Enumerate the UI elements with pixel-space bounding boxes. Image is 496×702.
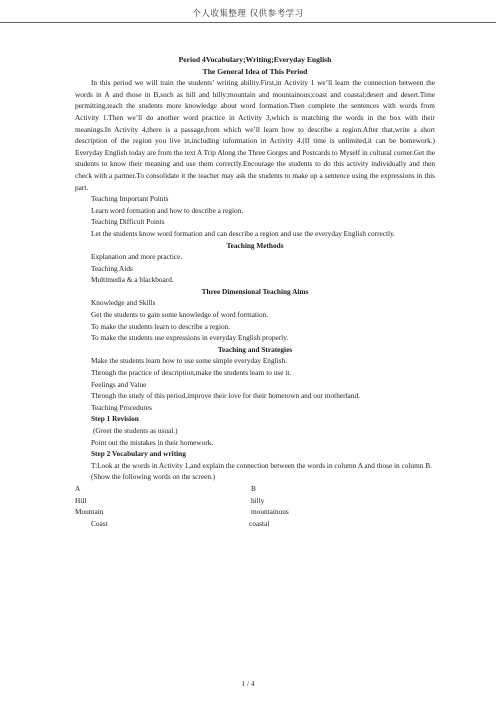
teaching-procedures-label: Teaching Procedures: [91, 402, 152, 412]
knowledge-item-1: Get the students to gain some knowledge of word formation.: [91, 310, 269, 320]
word-b: mountainous: [251, 507, 289, 517]
word-table-row: [75, 495, 435, 507]
strategies-heading: Teaching and Strategies: [217, 344, 293, 354]
word-table-row: [75, 518, 435, 530]
step1-greeting: (Greet the students as usual.): [93, 426, 178, 435]
difficult-points-label: Teaching Difficult Points: [91, 217, 165, 227]
knowledge-skills-label: Knowledge and Skills: [91, 298, 156, 308]
page-header: 个人收集整理 仅供参考学习: [192, 9, 304, 19]
word-a: Mountain: [75, 507, 104, 517]
feelings-value-label: Feelings and Value: [91, 379, 147, 389]
knowledge-item-3: To make the students use expressions in everyday English properly.: [91, 333, 289, 343]
word-a: Hill: [75, 495, 87, 505]
step1-heading: Step 1 Revision: [91, 414, 139, 424]
page-number: 1 / 4: [241, 679, 255, 688]
word-a: Coast: [91, 518, 108, 528]
teaching-methods-heading: Teaching Methods: [226, 240, 284, 250]
column-b-label: B: [251, 483, 256, 493]
feelings-value-text: Through the study of this period,improve their love for their hometown and our motherland.: [91, 391, 360, 401]
word-table-row: [75, 506, 435, 518]
column-a-label: A: [75, 483, 81, 493]
document-title: Period 4Vocabulary;Writing;Everyday English: [178, 55, 332, 64]
teaching-methods-text: Explanation and more practice.: [91, 252, 183, 262]
teaching-aids-text: Multimedia & a blackboard.: [91, 275, 174, 285]
important-points-text: Learn word formation and how to describe a region.: [91, 205, 244, 215]
strategies-item-1: Make the students learn how to use some simple everyday English.: [91, 356, 287, 366]
word-table-header: [75, 483, 435, 495]
step2-heading: Step 2 Vocabulary and writing: [91, 449, 186, 459]
header-rule: [0, 22, 496, 23]
step1-point: Point out the mistakes in their homework.: [91, 437, 214, 447]
important-points-label: Teaching Important Points: [91, 194, 169, 204]
teaching-aims-heading: Three Dimensional Teaching Aims: [201, 286, 309, 296]
word-b: coastal: [249, 518, 270, 528]
intro-paragraph: In this period we will train the students’ writing ability.First,in Activity 1 we’ll learn the connection between the words in A and those in B,such as hill and hilly;mountain and mountainous;coast and coastal;desert and desert.Time permitting,teach the students more knowledge about word formation.Then complete the sentences with words from Activity 1.Then we’ll do another word practice in Activity 3,which is matching the words in the box with their meanings.In Activity 4,there is a passage,from which we’ll learn how to describe a region.After that,write a short description of the region you live in,including information in Activity 4.(If time is unlimited,it can be homework.) Everyday English today are from the text A Trip Along the Three Gorges and Postcards to Myself in cultural corner.Get the students to know their meaning and use them correctly.Encourage the students to do this activity individually and then check with a partner.To consolidate it the teacher may ask the students to make up a sentence using the expressions in this part.: [75, 78, 435, 192]
word-b: hilly: [251, 495, 265, 505]
step2-text: T:Look at the words in Activity 1,and explain the connection between the words in column A and those in column B.: [91, 460, 432, 470]
knowledge-item-2: To make the students learn to describe a region.: [91, 321, 231, 331]
teaching-aids-label: Teaching Aids: [91, 263, 133, 273]
section-general-idea: The General Idea of This Period: [202, 66, 308, 76]
strategies-item-2: Through the practice of description,make the students learn to use it.: [91, 368, 292, 378]
document-body: [75, 54, 435, 529]
step2-show: (Show the following words on the screen.): [91, 472, 216, 482]
difficult-points-text: Let the students know word formation and can describe a region and use the everyday English correctly.: [91, 228, 396, 238]
